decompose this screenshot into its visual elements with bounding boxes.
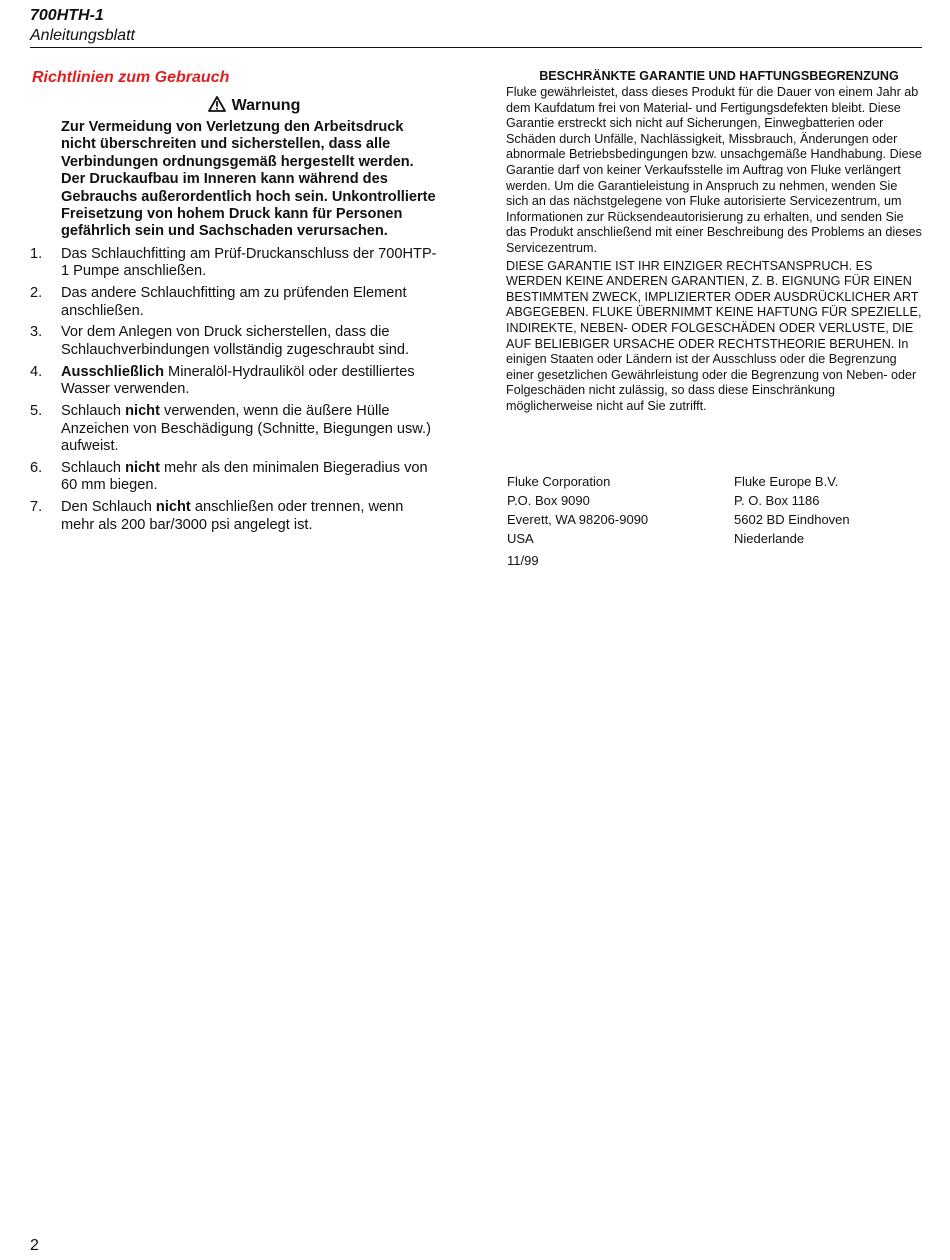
address-line: P. O. Box 1186: [734, 493, 820, 508]
step-number: 1.: [30, 245, 43, 262]
document-type: Anleitungsblatt: [30, 27, 135, 44]
list-item: [30, 285, 440, 320]
warranty-heading: BESCHRÄNKTE GARANTIE UND HAFTUNGSBEGRENZUNG: [539, 69, 899, 83]
address-fluke-europe: [734, 472, 850, 548]
warning-text: Zur Vermeidung von Verletzung den Arbeitsdruck nicht überschreiten und sicherstellen, dass alle Verbindungen ordnungsgemäß hergestellt werden. Der Druckaufbau im Inneren kann während des Gebrauchs außerordentlich hoch sein. Unkontrollierte Freisetzung von hohem Druck kann für Personen gefährlich sein und Sachschaden verursachen.: [61, 119, 436, 240]
address-line: 5602 BD Eindhoven: [734, 512, 850, 527]
address-line: Niederlande: [734, 531, 805, 546]
step-text: Vor dem Anlegen von Druck sicherstellen, dass die Schlauchverbindungen vollständig zugeschraubt sind.: [61, 324, 410, 358]
warning-title-text: Warnung: [231, 97, 301, 114]
list-item: [30, 499, 440, 534]
step-number: 2.: [30, 285, 43, 302]
address-line: Everett, WA 98206-9090: [507, 512, 649, 527]
list-item: [30, 460, 440, 495]
warranty-column: [506, 69, 922, 416]
warranty-paragraph: Fluke gewährleistet, dass dieses Produkt für die Dauer von einem Jahr ab dem Kaufdatum frei von Material- und Fertigungsdefekten bleibt. Diese Garantie erstreckt sich nicht auf Sicherungen, Einwegbatterien oder Schäden durch Unfälle, Nachlässigkeit, Missbrauch, Änderungen oder abnormale Betriebsbedingungen bzw. unsachgemäße Handhabung. Diese Garantie darf von keiner Verkaufsstelle im Auftrag von Fluke verlängert werden. Um die Garantieleistung in Anspruch zu nehmen, wenden Sie sich an das nächstgelegene von Fluke autorisierte Servicezentrum, um Informationen zur Rücksendeautorisierung zu erhalten, und senden Sie das Produkt anschließend mit einer Beschreibung des Problems an dieses Servicezentrum.: [506, 85, 922, 255]
step-text: Schlauch nicht mehr als den minimalen Biegeradius von 60 mm biegen.: [61, 459, 428, 494]
step-number: 6.: [30, 459, 43, 476]
address-line: Fluke Europe B.V.: [734, 474, 839, 489]
step-number: 7.: [30, 499, 43, 516]
step-text: Das andere Schlauchfitting am zu prüfenden Element anschließen.: [61, 285, 407, 319]
address-fluke-corporation: [507, 472, 734, 548]
warning-triangle-icon: [208, 96, 226, 112]
usage-guidelines-column: [30, 68, 440, 538]
step-text: Das Schlauchfitting am Prüf-Druckanschluss der 700HTP-1 Pumpe anschließen.: [61, 245, 437, 280]
step-text: Ausschließlich Mineralöl-Hydrauliköl oder destilliertes Wasser verwenden.: [61, 363, 415, 398]
address-line: P.O. Box 9090: [507, 493, 590, 508]
date-code: 11/99: [507, 553, 539, 568]
section-heading: Richtlinien zum Gebrauch: [32, 69, 230, 86]
page-number: 2: [30, 1237, 39, 1254]
page-header: [30, 6, 922, 46]
address-line: USA: [507, 531, 534, 546]
step-number: 3.: [30, 324, 43, 341]
step-text: Schlauch nicht verwenden, wenn die äußere Hülle Anzeichen von Beschädigung (Schnitte, Biegungen usw.) aufweist.: [61, 403, 431, 454]
list-item: [30, 364, 440, 399]
list-item: [30, 324, 440, 359]
warranty-disclaimer: DIESE GARANTIE IST IHR EINZIGER RECHTSANSPRUCH. ES WERDEN KEINE ANDEREN GARANTIEN, Z. B. EIGNUNG FÜR EINEN BESTIMMTEN ZWECK, IMPLIZIERTER ODER AUSDRÜCKLICHER ART ABGEGEBEN. FLUKE ÜBERNIMMT KEINE HAFTUNG FÜR SPEZIELLE, INDIREKTE, NEBEN- ODER FOLGESCHÄDEN ODER VERLUSTE, DIE AUF BELIEBIGER URSACHE ODER RECHTSTHEORIE BERUHEN. In einigen Staaten oder Ländern ist der Ausschluss oder die Begrenzung einer gesetzlichen Gewährleistung oder die Begrenzung von Neben- oder Folgeschäden nicht zulässig, so dass diese Einschränkung möglicherweise nicht auf Sie zutrifft.: [506, 258, 922, 413]
step-number: 5.: [30, 403, 43, 420]
header-divider: [30, 47, 922, 48]
list-item: [30, 403, 440, 455]
warning-title: [30, 96, 440, 116]
list-item: [30, 246, 440, 281]
address-line: Fluke Corporation: [507, 474, 611, 489]
step-number: 4.: [30, 363, 43, 380]
step-text: Den Schlauch nicht anschließen oder trennen, wenn mehr als 200 bar/3000 psi angelegt ist.: [61, 499, 404, 533]
instruction-list: [30, 246, 440, 534]
model-number: 700HTH-1: [30, 7, 104, 24]
contact-addresses: [507, 472, 927, 548]
